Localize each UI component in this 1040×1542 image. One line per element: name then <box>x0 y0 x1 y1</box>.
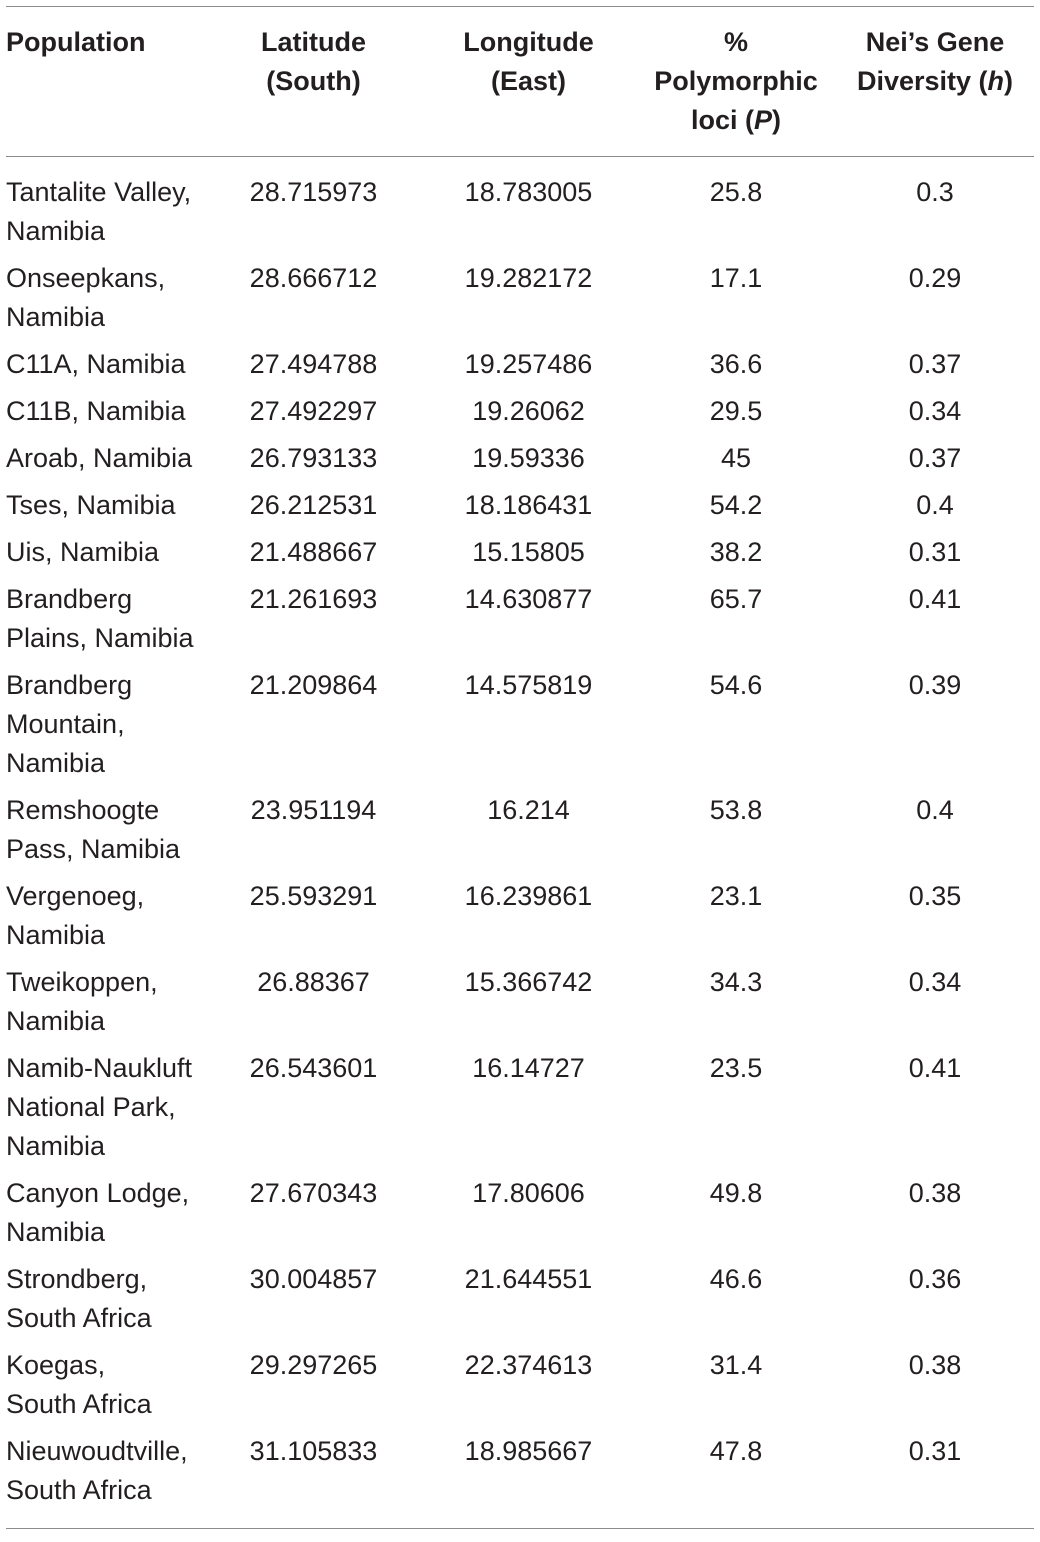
table-row <box>6 1432 1034 1528</box>
header-population: Population <box>6 7 206 157</box>
cell-longitude: 19.59336 <box>472 443 585 473</box>
population-name-line: South Africa <box>6 1389 152 1419</box>
cell-polymorphic-loci: 54.6 <box>709 670 763 700</box>
cell-polymorphic-loci: 23.1 <box>709 881 763 911</box>
cell-polymorphic-loci: 38.2 <box>709 537 763 567</box>
table-row <box>6 1049 1034 1174</box>
population-name-line: Remshoogte <box>6 795 160 825</box>
population-name-line: Plains, Namibia <box>6 623 194 653</box>
cell-gene-diversity: 0.31 <box>908 537 962 567</box>
cell-polymorphic-loci: 65.7 <box>709 584 763 614</box>
cell-population <box>6 1260 206 1346</box>
cell-polymorphic-loci: 17.1 <box>709 263 763 293</box>
table-header <box>6 7 1034 157</box>
population-name-line: Pass, Namibia <box>6 834 181 864</box>
cell-polymorphic-loci: 49.8 <box>709 1178 763 1208</box>
cell-latitude: 21.261693 <box>249 584 378 614</box>
cell-latitude: 26.212531 <box>249 490 378 520</box>
table-row <box>6 486 1034 533</box>
population-name-line: Nieuwoudtville, <box>6 1436 188 1466</box>
cell-polymorphic-loci: 46.6 <box>709 1264 763 1294</box>
cell-gene-diversity: 0.41 <box>908 1053 962 1083</box>
cell-gene-diversity: 0.34 <box>908 396 962 426</box>
population-name-line: Canyon Lodge, <box>6 1178 190 1208</box>
table-row <box>6 580 1034 666</box>
cell-population <box>6 1346 206 1432</box>
cell-latitude: 21.209864 <box>249 670 378 700</box>
cell-latitude: 28.666712 <box>249 263 378 293</box>
population-table-container <box>6 6 1034 1529</box>
table-row <box>6 791 1034 877</box>
cell-population <box>6 580 206 666</box>
cell-polymorphic-loci: 29.5 <box>709 396 763 426</box>
cell-longitude: 19.26062 <box>472 396 585 426</box>
cell-latitude: 27.670343 <box>249 1178 378 1208</box>
table-row <box>6 1260 1034 1346</box>
table-row <box>6 877 1034 963</box>
population-name-line: Namibia <box>6 1006 106 1036</box>
cell-longitude: 19.282172 <box>464 263 593 293</box>
population-name-line: Namibia <box>6 1217 106 1247</box>
table-row <box>6 392 1034 439</box>
cell-latitude: 21.488667 <box>249 537 378 567</box>
cell-latitude: 31.105833 <box>249 1436 378 1466</box>
table-body <box>6 157 1034 1529</box>
cell-population <box>6 1174 206 1260</box>
cell-gene-diversity: 0.4 <box>916 490 954 520</box>
population-diversity-table <box>6 7 1034 1528</box>
cell-gene-diversity: 0.37 <box>908 349 962 379</box>
cell-longitude: 19.257486 <box>464 349 593 379</box>
cell-polymorphic-loci: 36.6 <box>709 349 763 379</box>
cell-population <box>6 1049 206 1174</box>
cell-population <box>6 666 206 791</box>
cell-polymorphic-loci: 23.5 <box>709 1053 763 1083</box>
cell-longitude: 14.575819 <box>464 670 593 700</box>
population-name-line: C11B, Namibia <box>6 396 186 426</box>
cell-latitude: 28.715973 <box>249 177 378 207</box>
cell-gene-diversity: 0.29 <box>908 263 962 293</box>
population-name-line: Aroab, Namibia <box>6 443 193 473</box>
population-name-line: Brandberg <box>6 670 133 700</box>
population-name-line: Vergenoeg, <box>6 881 145 911</box>
cell-longitude: 22.374613 <box>464 1350 593 1380</box>
population-name-line: Namibia <box>6 748 106 778</box>
cell-polymorphic-loci: 53.8 <box>709 795 763 825</box>
cell-polymorphic-loci: 34.3 <box>709 967 763 997</box>
population-name-line: Onseepkans, <box>6 263 166 293</box>
population-name-line: Namibia <box>6 1131 106 1161</box>
cell-gene-diversity: 0.34 <box>908 967 962 997</box>
cell-latitude: 26.88367 <box>257 967 370 997</box>
cell-latitude: 25.593291 <box>249 881 378 911</box>
population-name-line: Namibia <box>6 920 106 950</box>
cell-population <box>6 1432 206 1528</box>
header-row <box>6 7 1034 157</box>
cell-longitude: 17.80606 <box>472 1178 585 1208</box>
population-name-line: Namibia <box>6 216 106 246</box>
cell-polymorphic-loci: 54.2 <box>709 490 763 520</box>
population-name-line: C11A, Namibia <box>6 349 186 379</box>
cell-latitude: 27.494788 <box>249 349 378 379</box>
cell-latitude: 26.793133 <box>249 443 378 473</box>
table-row <box>6 345 1034 392</box>
population-name-line: South Africa <box>6 1475 152 1505</box>
population-name-line: Koegas, <box>6 1350 106 1380</box>
cell-population <box>6 486 206 533</box>
population-name-line: Brandberg <box>6 584 133 614</box>
cell-population <box>6 157 206 260</box>
header-latitude: Latitude (South) <box>206 7 421 157</box>
cell-population <box>6 963 206 1049</box>
cell-population <box>6 533 206 580</box>
table-row <box>6 963 1034 1049</box>
cell-longitude: 16.214 <box>487 795 570 825</box>
cell-population <box>6 392 206 439</box>
table-row <box>6 533 1034 580</box>
table-row <box>6 666 1034 791</box>
header-polymorphic-loci: % Polymorphic loci (P) <box>636 7 836 157</box>
cell-latitude: 29.297265 <box>249 1350 378 1380</box>
cell-polymorphic-loci: 31.4 <box>709 1350 763 1380</box>
cell-latitude: 23.951194 <box>250 795 377 825</box>
header-gene-diversity: Nei’s Gene Diversity (h) <box>836 7 1034 157</box>
cell-latitude: 30.004857 <box>249 1264 378 1294</box>
cell-gene-diversity: 0.41 <box>908 584 962 614</box>
table-row <box>6 439 1034 486</box>
population-name-line: Tweikoppen, <box>6 967 158 997</box>
cell-gene-diversity: 0.3 <box>916 177 954 207</box>
population-name-line: Tantalite Valley, <box>6 177 192 207</box>
cell-gene-diversity: 0.35 <box>908 881 962 911</box>
cell-gene-diversity: 0.37 <box>908 443 962 473</box>
cell-gene-diversity: 0.36 <box>908 1264 962 1294</box>
header-longitude: Longitude (East) <box>421 7 636 157</box>
cell-population <box>6 877 206 963</box>
cell-population <box>6 439 206 486</box>
table-row <box>6 1174 1034 1260</box>
cell-gene-diversity: 0.4 <box>916 795 954 825</box>
cell-gene-diversity: 0.39 <box>908 670 962 700</box>
table-row <box>6 259 1034 345</box>
cell-longitude: 18.783005 <box>464 177 593 207</box>
cell-gene-diversity: 0.38 <box>908 1350 962 1380</box>
cell-latitude: 27.492297 <box>249 396 378 426</box>
cell-population <box>6 791 206 877</box>
cell-gene-diversity: 0.38 <box>908 1178 962 1208</box>
cell-longitude: 18.985667 <box>464 1436 593 1466</box>
cell-longitude: 21.644551 <box>464 1264 593 1294</box>
cell-longitude: 14.630877 <box>464 584 593 614</box>
cell-longitude: 15.15805 <box>472 537 585 567</box>
population-name-line: Namibia <box>6 302 106 332</box>
population-name-line: Uis, Namibia <box>6 537 160 567</box>
cell-latitude: 26.543601 <box>249 1053 378 1083</box>
population-name-line: Namib-Naukluft <box>6 1053 193 1083</box>
table-bottom-rule <box>6 1528 1034 1529</box>
cell-longitude: 16.14727 <box>472 1053 585 1083</box>
population-name-line: Mountain, <box>6 709 125 739</box>
population-name-line: South Africa <box>6 1303 152 1333</box>
cell-polymorphic-loci: 47.8 <box>709 1436 763 1466</box>
cell-population <box>6 259 206 345</box>
population-name-line: National Park, <box>6 1092 176 1122</box>
cell-longitude: 15.366742 <box>464 967 593 997</box>
cell-longitude: 18.186431 <box>464 490 593 520</box>
cell-longitude: 16.239861 <box>464 881 593 911</box>
cell-gene-diversity: 0.31 <box>908 1436 962 1466</box>
population-name-line: Tses, Namibia <box>6 490 176 520</box>
cell-polymorphic-loci: 25.8 <box>709 177 763 207</box>
table-row <box>6 157 1034 260</box>
cell-population <box>6 345 206 392</box>
table-row <box>6 1346 1034 1432</box>
cell-polymorphic-loci: 45 <box>720 443 752 473</box>
population-name-line: Strondberg, <box>6 1264 148 1294</box>
